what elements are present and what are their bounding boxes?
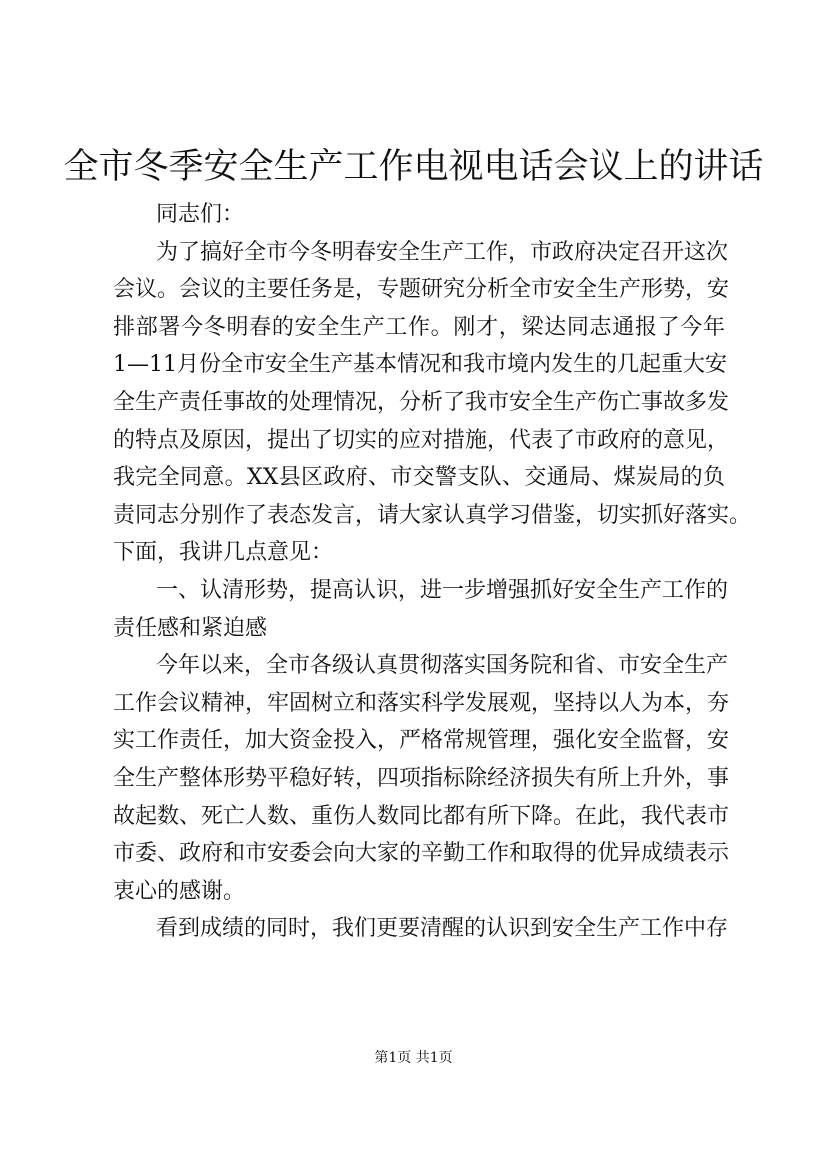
paragraph-line: 市委、政府和市安委会向大家的辛勤工作和取得的优异成绩表示 (113, 841, 730, 867)
paragraph-line: 故起数、死亡人数、重伤人数同比都有所下降。在此，我代表市 (113, 803, 730, 829)
salutation-line: 同志们： (156, 202, 245, 227)
document-body (113, 196, 752, 948)
paragraph-line: 实工作责任，加大资金投入，严格常规管理，强化安全监督，安 (113, 728, 730, 754)
paragraph-line: 工作会议精神，牢固树立和落实科学发展观，坚持以人为本，夯 (113, 690, 730, 716)
paragraph-line: 看到成绩的同时，我们更要清醒的认识到安全生产工作中存 (156, 916, 729, 942)
paragraph-line: 为了搞好全市今冬明春安全生产工作，市政府决定召开这次 (156, 239, 729, 265)
paragraph-line: 排部署今冬明春的安全生产工作。刚才，梁达同志通报了今年 (113, 314, 725, 340)
paragraph-line: 1—11月份全市安全生产基本情况和我市境内发生的几起重大安 (113, 352, 727, 378)
page-number-footer: 第1页 共1页 (374, 1050, 453, 1066)
paragraph-line: 全生产责任事故的处理情况，分析了我市安全生产伤亡事故多发 (113, 389, 730, 415)
paragraph-line: 衷心的感谢。 (113, 878, 246, 904)
document-title: 全市冬季安全生产工作电视电话会议上的讲话 (63, 147, 764, 187)
paragraph-line: 的特点及原因，提出了切实的应对措施，代表了市政府的意见， (113, 427, 730, 453)
section-heading-line: 一、认清形势，提高认识，进一步增强抓好安全生产工作的 (156, 577, 729, 603)
paragraph-line: 我完全同意。XX县区政府、市交警支队、交通局、煤炭局的负 (113, 465, 725, 491)
paragraph-line: 今年以来，全市各级认真贯彻落实国务院和省、市安全生产 (156, 653, 729, 679)
paragraph-line: 责同志分别作了表态发言，请大家认真学习借鉴，切实抓好落实。 (113, 502, 752, 528)
paragraph-line: 会议。会议的主要任务是，专题研究分析全市安全生产形势，安 (113, 277, 730, 303)
paragraph-line: 下面，我讲几点意见： (113, 540, 334, 566)
paragraph-line: 全生产整体形势平稳好转，四项指标除经济损失有所上升外，事 (113, 765, 730, 791)
section-heading-line: 责任感和紧迫感 (113, 615, 268, 641)
